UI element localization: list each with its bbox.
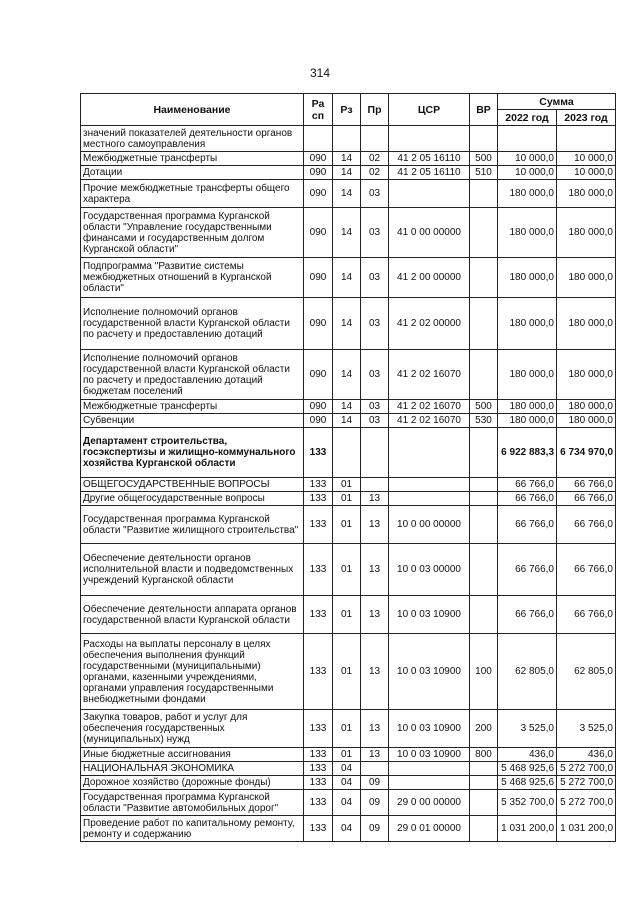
row-sum-2023: 62 805,0	[557, 634, 616, 710]
table-row	[81, 166, 616, 180]
row-sum-2022: 66 766,0	[498, 492, 557, 506]
row-name: Иные бюджетные ассигнования	[81, 748, 304, 762]
row-csr: 10 0 03 00000	[389, 544, 470, 596]
row-rz: 14	[333, 298, 361, 350]
row-csr: 41 0 00 00000	[389, 208, 470, 258]
row-csr	[389, 492, 470, 506]
row-rz: 01	[333, 634, 361, 710]
row-rasp: 090	[304, 180, 333, 208]
header-year-2022: 2022 год	[498, 110, 557, 126]
row-rasp: 133	[304, 492, 333, 506]
row-pr: 13	[361, 506, 389, 544]
row-name: Подпрограмма "Развитие системы межбюджетных отношений в Курганской области"	[81, 258, 304, 298]
row-vr: 200	[470, 710, 498, 748]
row-csr: 10 0 00 00000	[389, 506, 470, 544]
row-pr: 03	[361, 414, 389, 428]
row-rz: 01	[333, 506, 361, 544]
row-vr: 530	[470, 414, 498, 428]
row-sum-2023: 5 272 700,0	[557, 762, 616, 776]
row-name: Дотации	[81, 166, 304, 180]
row-name: НАЦИОНАЛЬНАЯ ЭКОНОМИКА	[81, 762, 304, 776]
row-name: значений показателей деятельности органов местного самоуправления	[81, 126, 304, 152]
row-vr	[470, 428, 498, 478]
table-row	[81, 414, 616, 428]
row-name: Прочие межбюджетные трансферты общего характера	[81, 180, 304, 208]
row-sum-2022: 10 000,0	[498, 152, 557, 166]
row-rz: 14	[333, 180, 361, 208]
row-csr: 41 2 05 16110	[389, 152, 470, 166]
row-pr: 03	[361, 180, 389, 208]
row-sum-2023: 180 000,0	[557, 208, 616, 258]
row-sum-2022: 180 000,0	[498, 350, 557, 400]
row-sum-2023: 180 000,0	[557, 298, 616, 350]
row-rz: 01	[333, 478, 361, 492]
row-sum-2022: 5 352 700,0	[498, 790, 557, 816]
row-vr: 500	[470, 152, 498, 166]
row-rz: 04	[333, 776, 361, 790]
table-row	[81, 776, 616, 790]
row-csr	[389, 180, 470, 208]
row-pr	[361, 762, 389, 776]
row-name: Государственная программа Курганской области "Развитие автомобильных дорог"	[81, 790, 304, 816]
header-row-1	[81, 94, 616, 110]
row-rz: 01	[333, 710, 361, 748]
row-vr	[470, 596, 498, 634]
row-vr	[470, 544, 498, 596]
row-pr: 03	[361, 350, 389, 400]
row-name: Другие общегосударственные вопросы	[81, 492, 304, 506]
header-year-2023: 2023 год	[557, 110, 616, 126]
row-sum-2022: 436,0	[498, 748, 557, 762]
row-pr: 13	[361, 596, 389, 634]
table-row	[81, 748, 616, 762]
row-name: Обеспечение деятельности органов исполнительной власти и подведомственных учреждений Курганской области	[81, 544, 304, 596]
row-name: Закупка товаров, работ и услуг для обеспечения государственных (муниципальных) нужд	[81, 710, 304, 748]
table-row	[81, 298, 616, 350]
row-rasp: 133	[304, 478, 333, 492]
row-vr	[470, 258, 498, 298]
table-row	[81, 350, 616, 400]
row-sum-2023: 66 766,0	[557, 544, 616, 596]
table-row	[81, 478, 616, 492]
budget-table	[80, 93, 616, 842]
row-rasp: 090	[304, 208, 333, 258]
row-rasp	[304, 126, 333, 152]
row-sum-2023: 180 000,0	[557, 414, 616, 428]
row-name: Департамент строительства, госэкспертизы и жилищно-коммунального хозяйства Курганской области	[81, 428, 304, 478]
row-vr	[470, 492, 498, 506]
row-rasp: 133	[304, 506, 333, 544]
table-row	[81, 710, 616, 748]
row-vr: 510	[470, 166, 498, 180]
header-csr: ЦСР	[389, 94, 470, 126]
row-pr: 03	[361, 258, 389, 298]
row-rasp: 090	[304, 298, 333, 350]
row-rasp: 133	[304, 596, 333, 634]
row-sum-2023: 436,0	[557, 748, 616, 762]
row-sum-2022: 66 766,0	[498, 478, 557, 492]
row-vr: 100	[470, 634, 498, 710]
row-rasp: 133	[304, 710, 333, 748]
row-name: Государственная программа Курганской области "Управление государственными финансами и государственным долгом Курганской области"	[81, 208, 304, 258]
row-name: Государственная программа Курганской области "Развитие жилищного строительства"	[81, 506, 304, 544]
row-rz: 04	[333, 816, 361, 842]
row-rasp: 133	[304, 790, 333, 816]
table-row	[81, 596, 616, 634]
row-pr: 03	[361, 400, 389, 414]
row-rz: 04	[333, 790, 361, 816]
row-pr: 13	[361, 492, 389, 506]
row-sum-2022: 180 000,0	[498, 414, 557, 428]
row-sum-2023: 180 000,0	[557, 400, 616, 414]
table-row	[81, 492, 616, 506]
table-row	[81, 816, 616, 842]
header-sum: Сумма	[498, 94, 616, 110]
row-sum-2023: 10 000,0	[557, 152, 616, 166]
row-pr: 02	[361, 152, 389, 166]
row-pr: 09	[361, 790, 389, 816]
row-vr	[470, 790, 498, 816]
row-sum-2023: 66 766,0	[557, 596, 616, 634]
row-rz	[333, 428, 361, 478]
row-csr: 41 2 02 00000	[389, 298, 470, 350]
row-rz: 14	[333, 400, 361, 414]
row-vr	[470, 298, 498, 350]
table-row	[81, 152, 616, 166]
row-vr	[470, 180, 498, 208]
table-row	[81, 762, 616, 776]
row-sum-2022: 66 766,0	[498, 596, 557, 634]
row-sum-2023: 66 766,0	[557, 478, 616, 492]
header-pr: Пр	[361, 94, 389, 126]
header-rasp: Ра сп	[304, 94, 333, 126]
row-rasp: 133	[304, 776, 333, 790]
row-sum-2022: 66 766,0	[498, 506, 557, 544]
row-rz: 01	[333, 492, 361, 506]
row-pr: 13	[361, 634, 389, 710]
row-rasp: 090	[304, 400, 333, 414]
row-rz: 14	[333, 208, 361, 258]
row-sum-2022: 180 000,0	[498, 208, 557, 258]
row-csr: 29 0 01 00000	[389, 816, 470, 842]
row-sum-2022: 5 468 925,6	[498, 776, 557, 790]
row-vr	[470, 816, 498, 842]
row-rasp: 090	[304, 152, 333, 166]
row-pr	[361, 428, 389, 478]
row-vr: 500	[470, 400, 498, 414]
row-csr: 10 0 03 10900	[389, 634, 470, 710]
table-row	[81, 506, 616, 544]
table-row	[81, 428, 616, 478]
row-rasp: 090	[304, 414, 333, 428]
row-vr	[470, 350, 498, 400]
row-sum-2023: 180 000,0	[557, 350, 616, 400]
row-rasp: 133	[304, 816, 333, 842]
row-pr: 03	[361, 208, 389, 258]
row-vr	[470, 478, 498, 492]
row-name: ОБЩЕГОСУДАРСТВЕННЫЕ ВОПРОСЫ	[81, 478, 304, 492]
table-row	[81, 634, 616, 710]
row-csr: 41 2 02 16070	[389, 350, 470, 400]
row-vr	[470, 762, 498, 776]
row-rasp: 090	[304, 350, 333, 400]
row-vr: 800	[470, 748, 498, 762]
row-sum-2023: 5 272 700,0	[557, 790, 616, 816]
row-rasp: 133	[304, 762, 333, 776]
row-pr: 02	[361, 166, 389, 180]
row-csr	[389, 762, 470, 776]
row-sum-2022: 1 031 200,0	[498, 816, 557, 842]
row-sum-2022: 3 525,0	[498, 710, 557, 748]
row-sum-2022	[498, 126, 557, 152]
row-csr: 10 0 03 10900	[389, 710, 470, 748]
row-pr: 09	[361, 776, 389, 790]
row-rasp: 090	[304, 166, 333, 180]
row-name: Исполнение полномочий органов государственной власти Курганской области по расчету и предоставлению дотаций	[81, 298, 304, 350]
row-vr	[470, 126, 498, 152]
row-sum-2022: 180 000,0	[498, 400, 557, 414]
row-csr: 41 2 00 00000	[389, 258, 470, 298]
row-rasp: 133	[304, 428, 333, 478]
row-rasp: 133	[304, 544, 333, 596]
header-vr: ВР	[470, 94, 498, 126]
row-name: Исполнение полномочий органов государственной власти Курганской области по расчету и предоставлению дотаций бюджетам поселений	[81, 350, 304, 400]
row-name: Межбюджетные трансферты	[81, 400, 304, 414]
row-sum-2022: 180 000,0	[498, 298, 557, 350]
row-pr	[361, 126, 389, 152]
row-rz: 14	[333, 414, 361, 428]
row-csr	[389, 776, 470, 790]
table-row	[81, 400, 616, 414]
table-row	[81, 208, 616, 258]
row-csr: 10 0 03 10900	[389, 596, 470, 634]
row-sum-2023: 66 766,0	[557, 506, 616, 544]
row-name: Расходы на выплаты персоналу в целях обеспечения выполнения функций государственными (муниципальными) органами, казенными учреждениями, органами управления государственными внебюджетными фондами	[81, 634, 304, 710]
row-sum-2022: 180 000,0	[498, 180, 557, 208]
row-sum-2022: 66 766,0	[498, 544, 557, 596]
row-rz: 14	[333, 350, 361, 400]
row-name: Субвенции	[81, 414, 304, 428]
row-csr: 10 0 03 10900	[389, 748, 470, 762]
row-csr	[389, 478, 470, 492]
row-sum-2023: 66 766,0	[557, 492, 616, 506]
header-name: Наименование	[81, 94, 304, 126]
table-body	[81, 126, 616, 842]
row-sum-2022: 62 805,0	[498, 634, 557, 710]
row-sum-2023	[557, 126, 616, 152]
row-vr	[470, 506, 498, 544]
row-sum-2022: 6 922 883,3	[498, 428, 557, 478]
row-pr: 13	[361, 710, 389, 748]
row-vr	[470, 208, 498, 258]
row-rz: 14	[333, 166, 361, 180]
row-sum-2023: 10 000,0	[557, 166, 616, 180]
row-rz	[333, 126, 361, 152]
row-sum-2022: 10 000,0	[498, 166, 557, 180]
page-number: 314	[309, 66, 331, 80]
row-name: Дорожное хозяйство (дорожные фонды)	[81, 776, 304, 790]
row-csr: 41 2 05 16110	[389, 166, 470, 180]
row-pr	[361, 478, 389, 492]
row-pr: 13	[361, 748, 389, 762]
row-pr: 13	[361, 544, 389, 596]
row-name: Обеспечение деятельности аппарата органов государственной власти Курганской области	[81, 596, 304, 634]
row-vr	[470, 776, 498, 790]
row-sum-2022: 5 468 925,6	[498, 762, 557, 776]
row-rasp: 133	[304, 634, 333, 710]
table-row	[81, 790, 616, 816]
row-rz: 14	[333, 152, 361, 166]
row-rz: 14	[333, 258, 361, 298]
row-rz: 04	[333, 762, 361, 776]
table-row	[81, 126, 616, 152]
row-sum-2022: 180 000,0	[498, 258, 557, 298]
row-rz: 01	[333, 748, 361, 762]
row-csr: 41 2 02 16070	[389, 414, 470, 428]
row-csr	[389, 126, 470, 152]
row-pr: 03	[361, 298, 389, 350]
table-row	[81, 180, 616, 208]
row-sum-2023: 5 272 700,0	[557, 776, 616, 790]
row-name: Межбюджетные трансферты	[81, 152, 304, 166]
row-pr: 09	[361, 816, 389, 842]
row-csr: 41 2 02 16070	[389, 400, 470, 414]
row-sum-2023: 1 031 200,0	[557, 816, 616, 842]
row-rasp: 133	[304, 748, 333, 762]
row-rz: 01	[333, 544, 361, 596]
row-sum-2023: 180 000,0	[557, 180, 616, 208]
row-rasp: 090	[304, 258, 333, 298]
row-rz: 01	[333, 596, 361, 634]
row-csr	[389, 428, 470, 478]
row-sum-2023: 180 000,0	[557, 258, 616, 298]
row-sum-2023: 3 525,0	[557, 710, 616, 748]
row-name: Проведение работ по капитальному ремонту, ремонту и содержанию	[81, 816, 304, 842]
row-sum-2023: 6 734 970,0	[557, 428, 616, 478]
row-csr: 29 0 00 00000	[389, 790, 470, 816]
header-rz: Рз	[333, 94, 361, 126]
table-row	[81, 544, 616, 596]
table-row	[81, 258, 616, 298]
